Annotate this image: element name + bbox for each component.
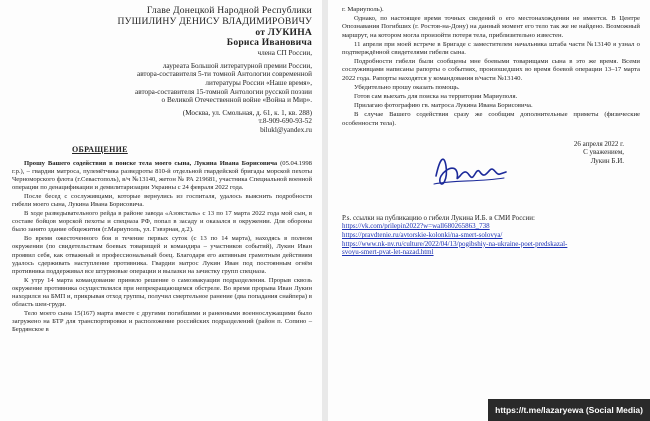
letter-title: ОБРАЩЕНИЕ <box>72 144 128 154</box>
letter-date: 26 апреля 2022 г. <box>573 139 624 148</box>
link-nk-nv[interactable]: https://www.nk-nv.ru/culture/2022/04/13/pogibshiy-na-ukraine-poet-predskazal- <box>342 239 568 248</box>
source-credit: https://t.me/lazaryewa (Social Media) <box>488 399 650 421</box>
letter-page-left <box>0 0 322 421</box>
paragraph-no-info: Однако, по настоящее время точных сведений о его местонахождении не имеется. В Центре Опознавания Погибших (г. Ростов-на-Дону) на данный момент его тело так же не найдено. Возможный маршрут, на котором могла произойти потеря тела, приблизительно известен. <box>342 15 640 39</box>
paragraph-conversations: После бесед с сослуживцами, которые вернулись из госпиталя, удалось выяснить подробности гибели моего сына, Лукина Ивана Борисовича. <box>12 192 312 208</box>
link-pravdtenie[interactable]: https://pravdtenie.ru/avtorskie-kolonki/na-smert-solovya/ <box>342 231 503 240</box>
paragraph-signs: В случае Вашего содействия сразу же сообщим дополнительные приметы (физические особенности тела). <box>342 111 640 127</box>
paragraph-battle: Во время ожесточенного боя в течение первых суток (с 13 по 14 марта), находясь в полном окружении (по свидетельствам боевых товарищей и командира – участников событий), Лукин Иван проявил себя, как отважный и профессиональный боец. Благодаря его активным грамотным действиям удалось сдерживать наступление противника. Гвардии матрос Лукин Иван под постоянным огнём противника поддерживал все штурмовые операции и вылазки на зачистку групп спецназа. <box>12 235 312 275</box>
sender-anthology-2b: о Великой Отечественной войне «Война и Мир». <box>161 96 312 105</box>
sender-from: от ЛУКИНА <box>255 26 312 38</box>
signature-block <box>574 140 624 165</box>
paragraph-details: Подробности гибели были сообщены мне боевыми товарищами сына в это же время. Всеми сослуживцами написаны рапорты о событиях, произошедших во время боевой операции 13–17 марта 2022 года. Рапорты находятся у командования в/части №13140. <box>342 58 640 82</box>
addressee-name: ПУШИЛИНУ ДЕНИСУ ВЛАДИМИРОВИЧУ <box>117 15 312 27</box>
paragraph-ready: Готов сам выехать для поиска на территории Мариуполя. <box>354 93 518 101</box>
request-lead: Прошу Вашего содействия в поиске тела моего сына, Лукина Ивана Борисовича <box>24 159 278 167</box>
paragraph-body-transport: Тело моего сына 15(167) марта вместе с другими погибшими и раненными военнослужащими было загружено на БТР для транспортировки и расположение российских подразделений (район п. Сопино – Бердянское в <box>12 310 312 334</box>
paragraph-april-meeting: 11 апреля при моей встрече в Бригаде с заместителем начальника штаба части №13140 я узнал о подтверждённой свидетелями гибели сына. <box>342 40 640 57</box>
sender-anthology-2: автора-составителя 15-томной Антологии русской поэзии <box>135 87 312 96</box>
links-title: Р.s. ссылки на публикацию о гибели Лукина И.Б. в СМИ России: <box>342 213 535 222</box>
closing-regards: С уважением, <box>583 148 624 157</box>
addressee-title: Главе Донецкой Народной Республики <box>146 5 312 16</box>
sender-email: bilukl@yandex.ru <box>260 125 312 134</box>
media-links-block <box>342 214 640 257</box>
letter-page-right <box>328 0 650 421</box>
paragraph-request <box>12 160 312 192</box>
paragraph-attachment: Прилагаю фотографию гв. матроса Лукина Ивана Борисовича. <box>354 102 533 110</box>
sender-address: (Москва, ул. Смольная, д. 61, к. 1, кв. 288) <box>182 108 312 117</box>
addressee-block <box>12 6 312 135</box>
paragraph-plea: Убедительно прошу оказать помощь. <box>354 83 460 91</box>
sender-phone: т.8-909-690-93-52 <box>258 117 312 126</box>
paragraph-evacuation: К утру 14 марта командование приняло решение о самоэвакуации подразделения. Прорыв сквозь окружение противника осуществлялся при непрекращающемся обстреле. Во время прорыва Иван Лукин находился на БМП и, прикрывая отход группы, получил смертельное ранение (два попадания снайпера) в область шеи-груди. <box>12 276 312 309</box>
signer-name: Лукин Б.И. <box>590 156 624 165</box>
link-nk-nv-continued[interactable]: svoyu-smert-pvat-let-nazad.html <box>342 248 434 257</box>
handwritten-signature-icon <box>430 146 510 194</box>
request-body: (05.04.1998 г.р.), – гвардии матроса, пулемётчика разведроты 810-й отдельной гвардейской бригады морской пехоты Черноморского флота (г.Севастополь), в/ч №13140, жетон № РА 219681, участника Специальной военной операции по денацификации и демилитаризации Украины с 24 февраля 2022 года. <box>12 159 312 191</box>
link-vk[interactable]: https://vk.com/prilepin2022?w=wall680265863_738 <box>342 222 490 231</box>
sender-anthology-1b: литературы России «Наше время», <box>205 78 312 87</box>
paragraph-continuation: г. Мариуполь). <box>342 6 384 13</box>
sender-membership: члена СП России, <box>257 49 312 58</box>
sender-award: лауреата Большой литературной премии России, <box>162 61 312 70</box>
signature-row <box>342 140 640 192</box>
sender-name: Бориса Ивановича <box>226 37 312 49</box>
sender-anthology-1: автора-составителя 5-ти томной Антологии современной <box>137 70 312 79</box>
paragraph-raid: В ходе разведывательного рейда в районе завода «Азовсталь» с 13 по 17 марта 2022 года мой сын, в составе бойцов морской пехоты и спецназа РФ, попал в засаду и оказался в окружении. Для обороны было занято здание общежития (г.Мариуполь, ул. Гэвэрная, д.2). <box>12 210 312 234</box>
